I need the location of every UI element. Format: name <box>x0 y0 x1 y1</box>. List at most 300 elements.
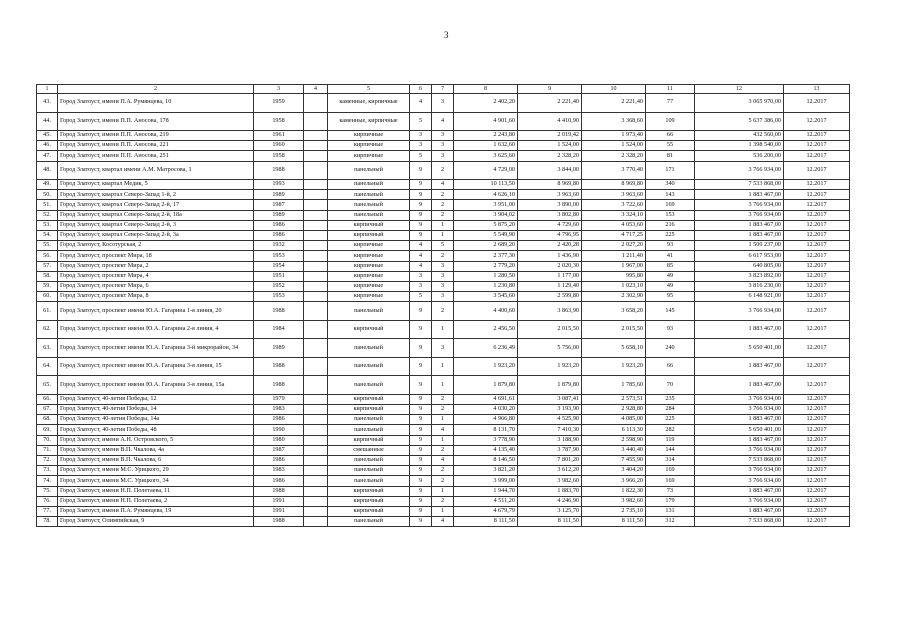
year-cell: 1952 <box>254 281 304 291</box>
floors-cell: 9 <box>410 210 432 220</box>
total-area-cell: 3 778,90 <box>454 435 518 445</box>
row-index: 73. <box>37 466 58 476</box>
total-area-cell: 8 146,50 <box>454 455 518 465</box>
row-index: 63. <box>37 339 58 358</box>
entrances-cell: 2 <box>432 466 454 476</box>
deadline-cell: 12.2017 <box>784 339 850 358</box>
column-number-6: 6 <box>410 85 432 94</box>
table-row <box>37 231 850 241</box>
table-row <box>37 220 850 230</box>
residents-cell: 55 <box>646 141 695 151</box>
material-cell: панельный <box>328 180 410 190</box>
total-area-cell: 4 135,40 <box>454 445 518 455</box>
deadline-cell: 12.2017 <box>784 292 850 302</box>
empty-cell <box>304 339 328 358</box>
year-cell: 1988 <box>254 302 304 321</box>
year-cell: 1932 <box>254 241 304 251</box>
material-cell: панельный <box>328 425 410 435</box>
floors-cell: 4 <box>410 251 432 261</box>
column-number-3: 3 <box>254 85 304 94</box>
address-cell: Город Златоуст, квартал Северо-Запад 2-й, 3а <box>58 231 254 241</box>
table-row <box>37 496 850 506</box>
material-cell: кирпичные <box>328 292 410 302</box>
total-area-cell: 2 377,30 <box>454 251 518 261</box>
residential-area-cell: 3 658,20 <box>582 302 646 321</box>
table-row <box>37 486 850 496</box>
entrances-cell: 1 <box>432 486 454 496</box>
deadline-cell: 12.2017 <box>784 131 850 141</box>
entrances-cell: 1 <box>432 231 454 241</box>
residential-area-cell: 5 658,10 <box>582 339 646 358</box>
table-row <box>37 200 850 210</box>
residential-area-cell: 1 822,30 <box>582 486 646 496</box>
year-cell: 1986 <box>254 455 304 465</box>
row-index: 76. <box>37 496 58 506</box>
empty-cell <box>304 190 328 200</box>
floors-cell: 3 <box>410 281 432 291</box>
residential-area-cell: 3 982,60 <box>582 496 646 506</box>
cost-cell: 7 533 868,00 <box>695 517 784 527</box>
floors-cell: 9 <box>410 425 432 435</box>
floors-cell: 9 <box>410 376 432 395</box>
column-number-5: 5 <box>328 85 410 94</box>
deadline-cell: 12.2017 <box>784 506 850 516</box>
row-index: 44. <box>37 112 58 131</box>
total-area-cell: 1 632,60 <box>454 141 518 151</box>
residents-cell: 131 <box>646 506 695 516</box>
residential-area-cell: 1 967,00 <box>582 261 646 271</box>
empty-cell <box>304 445 328 455</box>
residential-area-cell: 3 770,40 <box>582 161 646 180</box>
address-cell: Город Златоуст, квартал Северо-Запад 2-й, 17 <box>58 200 254 210</box>
material-cell: кирпичные <box>328 131 410 141</box>
residential-area-cell: 4 717,25 <box>582 231 646 241</box>
area-cell: 3 193,90 <box>518 405 582 415</box>
address-cell: Город Златоуст, имени П.П. Аносова, 178 <box>58 112 254 131</box>
cost-cell: 1 883 467,00 <box>695 486 784 496</box>
row-index: 60. <box>37 292 58 302</box>
residents-cell: 312 <box>646 517 695 527</box>
year-cell: 1988 <box>254 376 304 395</box>
residents-cell: 77 <box>646 94 695 113</box>
area-cell: 1 129,40 <box>518 281 582 291</box>
year-cell: 1990 <box>254 425 304 435</box>
residents-cell: 216 <box>646 220 695 230</box>
deadline-cell: 12.2017 <box>784 241 850 251</box>
residents-cell: 240 <box>646 339 695 358</box>
empty-cell <box>304 231 328 241</box>
column-number-4: 4 <box>304 85 328 94</box>
entrances-cell: 4 <box>432 180 454 190</box>
empty-cell <box>304 496 328 506</box>
cost-cell: 3 766 934,00 <box>695 200 784 210</box>
cost-cell: 3 766 934,00 <box>695 405 784 415</box>
table-row <box>37 455 850 465</box>
entrances-cell: 3 <box>432 261 454 271</box>
area-cell: 4 246,90 <box>518 496 582 506</box>
residential-area-cell: 3 368,60 <box>582 112 646 131</box>
residents-cell: 95 <box>646 292 695 302</box>
table-row <box>37 241 850 251</box>
area-cell: 2 328,20 <box>518 151 582 161</box>
housing-registry-table <box>36 84 850 527</box>
address-cell: Город Златоуст, проспект Мира, 8 <box>58 292 254 302</box>
residential-area-cell: 2 328,20 <box>582 151 646 161</box>
material-cell: панельный <box>328 357 410 376</box>
residents-cell: 85 <box>646 261 695 271</box>
entrances-cell: 1 <box>432 357 454 376</box>
row-index: 72. <box>37 455 58 465</box>
entrances-cell: 4 <box>432 112 454 131</box>
area-cell: 1 177,00 <box>518 271 582 281</box>
entrances-cell: 3 <box>432 292 454 302</box>
deadline-cell: 12.2017 <box>784 261 850 271</box>
total-area-cell: 4 679,79 <box>454 506 518 516</box>
empty-cell <box>304 302 328 321</box>
residents-cell: 282 <box>646 425 695 435</box>
area-cell: 1 923,20 <box>518 357 582 376</box>
deadline-cell: 12.2017 <box>784 425 850 435</box>
address-cell: Город Златоуст, проспект Мира, 4 <box>58 271 254 281</box>
year-cell: 1951 <box>254 271 304 281</box>
cost-cell: 5 650 401,00 <box>695 425 784 435</box>
address-cell: Город Златоуст, имени М.С. Урицкого, 34 <box>58 476 254 486</box>
deadline-cell: 12.2017 <box>784 210 850 220</box>
area-cell: 3 802,80 <box>518 210 582 220</box>
entrances-cell: 1 <box>432 376 454 395</box>
address-cell: Город Златоуст, проспект имени Ю.А. Гагарина 2-я линия, 4 <box>58 320 254 339</box>
cost-cell: 1 883 467,00 <box>695 357 784 376</box>
address-cell: Город Златоуст, квартал Северо-Запад 2-й, 3 <box>58 220 254 230</box>
address-cell: Город Златоуст, Олимпийская, 9 <box>58 517 254 527</box>
deadline-cell: 12.2017 <box>784 251 850 261</box>
area-cell: 8 111,50 <box>518 517 582 527</box>
residential-area-cell: 3 440,40 <box>582 445 646 455</box>
empty-cell <box>304 94 328 113</box>
year-cell: 1958 <box>254 112 304 131</box>
material-cell: кирпичные <box>328 141 410 151</box>
floors-cell: 4 <box>410 241 432 251</box>
total-area-cell: 6 236,49 <box>454 339 518 358</box>
address-cell: Город Златоуст, проспект имени Ю.А. Гагарина 3-й микрорайон, 34 <box>58 339 254 358</box>
deadline-cell: 12.2017 <box>784 405 850 415</box>
row-index: 68. <box>37 415 58 425</box>
total-area-cell: 2 779,20 <box>454 261 518 271</box>
entrances-cell: 2 <box>432 445 454 455</box>
residents-cell: 314 <box>646 455 695 465</box>
material-cell: панельный <box>328 210 410 220</box>
row-index: 58. <box>37 271 58 281</box>
year-cell: 1989 <box>254 339 304 358</box>
row-index: 51. <box>37 200 58 210</box>
residential-area-cell: 6 113,30 <box>582 425 646 435</box>
empty-cell <box>304 292 328 302</box>
row-index: 54. <box>37 231 58 241</box>
entrances-cell: 5 <box>432 241 454 251</box>
cost-cell: 7 533 868,00 <box>695 180 784 190</box>
entrances-cell: 2 <box>432 251 454 261</box>
residential-area-cell: 3 324,10 <box>582 210 646 220</box>
column-number-8: 8 <box>454 85 518 94</box>
area-cell: 2 420,28 <box>518 241 582 251</box>
residents-cell: 284 <box>646 405 695 415</box>
empty-cell <box>304 455 328 465</box>
area-cell: 3 612,20 <box>518 466 582 476</box>
empty-cell <box>304 180 328 190</box>
floors-cell: 5 <box>410 151 432 161</box>
empty-cell <box>304 486 328 496</box>
residential-area-cell: 3 966,20 <box>582 476 646 486</box>
area-cell: 1 879,80 <box>518 376 582 395</box>
row-index: 64. <box>37 357 58 376</box>
total-area-cell: 3 545,60 <box>454 292 518 302</box>
deadline-cell: 12.2017 <box>784 151 850 161</box>
deadline-cell: 12.2017 <box>784 220 850 230</box>
floors-cell: 5 <box>410 112 432 131</box>
residential-area-cell: 995,80 <box>582 271 646 281</box>
cost-cell: 3 766 934,00 <box>695 445 784 455</box>
deadline-cell: 12.2017 <box>784 486 850 496</box>
area-cell: 4 525,90 <box>518 415 582 425</box>
residential-area-cell: 1 023,10 <box>582 281 646 291</box>
row-index: 57. <box>37 261 58 271</box>
row-index: 59. <box>37 281 58 291</box>
column-number-10: 10 <box>582 85 646 94</box>
empty-cell <box>304 261 328 271</box>
cost-cell: 5 637 386,00 <box>695 112 784 131</box>
residential-area-cell: 3 963,60 <box>582 190 646 200</box>
material-cell: кирпичные <box>328 281 410 291</box>
table-row <box>37 190 850 200</box>
address-cell: Город Златоуст, имени В.П. Чкалова, 6 <box>58 455 254 465</box>
material-cell: панельный <box>328 339 410 358</box>
material-cell: панельный <box>328 415 410 425</box>
cost-cell: 3 823 892,00 <box>695 271 784 281</box>
area-cell: 1 524,00 <box>518 141 582 151</box>
residents-cell: 109 <box>646 112 695 131</box>
material-cell: панельный <box>328 200 410 210</box>
floors-cell: 3 <box>410 131 432 141</box>
deadline-cell: 12.2017 <box>784 94 850 113</box>
column-number-12: 12 <box>695 85 784 94</box>
total-area-cell: 5 875,20 <box>454 220 518 230</box>
residents-cell: 179 <box>646 496 695 506</box>
row-index: 45. <box>37 131 58 141</box>
area-cell: 2 020,30 <box>518 261 582 271</box>
area-cell: 3 188,90 <box>518 435 582 445</box>
table-row <box>37 112 850 131</box>
total-area-cell: 4 729,00 <box>454 161 518 180</box>
entrances-cell: 2 <box>432 405 454 415</box>
residential-area-cell: 8 969,80 <box>582 180 646 190</box>
deadline-cell: 12.2017 <box>784 180 850 190</box>
row-index: 66. <box>37 394 58 404</box>
row-index: 50. <box>37 190 58 200</box>
address-cell: Город Златоуст, имени П.А. Румянцева, 10 <box>58 94 254 113</box>
empty-cell <box>304 357 328 376</box>
empty-cell <box>304 506 328 516</box>
deadline-cell: 12.2017 <box>784 394 850 404</box>
residents-cell: 153 <box>646 210 695 220</box>
column-number-11: 11 <box>646 85 695 94</box>
year-cell: 1989 <box>254 210 304 220</box>
address-cell: Город Златоуст, проспект имени Ю.А. Гагарина 3-я линия, 15а <box>58 376 254 395</box>
table-row <box>37 151 850 161</box>
year-cell: 1984 <box>254 320 304 339</box>
residents-cell: 49 <box>646 271 695 281</box>
table-row <box>37 339 850 358</box>
deadline-cell: 12.2017 <box>784 271 850 281</box>
cost-cell: 6 617 953,00 <box>695 251 784 261</box>
area-cell: 8 969,80 <box>518 180 582 190</box>
year-cell: 1988 <box>254 357 304 376</box>
area-cell: 2 221,40 <box>518 94 582 113</box>
table-row <box>37 415 850 425</box>
empty-cell <box>304 517 328 527</box>
total-area-cell: 4 030,20 <box>454 405 518 415</box>
residential-area-cell: 2 221,40 <box>582 94 646 113</box>
year-cell: 1986 <box>254 415 304 425</box>
address-cell: Город Златоуст, проспект Мира, 2 <box>58 261 254 271</box>
empty-cell <box>304 435 328 445</box>
cost-cell: 7 533 868,00 <box>695 455 784 465</box>
material-cell: кирпичный <box>328 394 410 404</box>
year-cell: 1986 <box>254 476 304 486</box>
residential-area-cell: 2 573,51 <box>582 394 646 404</box>
row-index: 55. <box>37 241 58 251</box>
table-row <box>37 94 850 113</box>
floors-cell: 9 <box>410 161 432 180</box>
floors-cell: 4 <box>410 94 432 113</box>
residential-area-cell: 2 598,90 <box>582 435 646 445</box>
empty-cell <box>304 112 328 131</box>
entrances-cell: 2 <box>432 302 454 321</box>
material-cell: кирпичный <box>328 435 410 445</box>
empty-cell <box>304 271 328 281</box>
empty-cell <box>304 210 328 220</box>
area-cell: 7 410,30 <box>518 425 582 435</box>
empty-cell <box>304 151 328 161</box>
deadline-cell: 12.2017 <box>784 435 850 445</box>
empty-cell <box>304 476 328 486</box>
table-row <box>37 466 850 476</box>
deadline-cell: 12.2017 <box>784 200 850 210</box>
residential-area-cell: 7 455,90 <box>582 455 646 465</box>
deadline-cell: 12.2017 <box>784 496 850 506</box>
table-row <box>37 141 850 151</box>
entrances-cell: 1 <box>432 320 454 339</box>
deadline-cell: 12.2017 <box>784 517 850 527</box>
address-cell: Город Златоуст, имени В.П. Чкалова, 4а <box>58 445 254 455</box>
total-area-cell: 4 511,20 <box>454 496 518 506</box>
cost-cell: 432 560,00 <box>695 131 784 141</box>
residential-area-cell: 3 722,60 <box>582 200 646 210</box>
address-cell: Город Златоуст, квартал имени А.М. Матросова, 1 <box>58 161 254 180</box>
total-area-cell: 1 230,80 <box>454 281 518 291</box>
material-cell: панельный <box>328 466 410 476</box>
year-cell: 1987 <box>254 445 304 455</box>
row-index: 46. <box>37 141 58 151</box>
area-cell: 4 410,90 <box>518 112 582 131</box>
total-area-cell: 2 689,20 <box>454 241 518 251</box>
column-number-7: 7 <box>432 85 454 94</box>
year-cell: 1988 <box>254 486 304 496</box>
row-index: 70. <box>37 435 58 445</box>
table-row <box>37 357 850 376</box>
row-index: 71. <box>37 445 58 455</box>
area-cell: 1 436,90 <box>518 251 582 261</box>
entrances-cell: 2 <box>432 161 454 180</box>
floors-cell: 9 <box>410 445 432 455</box>
row-index: 75. <box>37 486 58 496</box>
material-cell: кирпичный <box>328 405 410 415</box>
entrances-cell: 4 <box>432 455 454 465</box>
year-cell: 1989 <box>254 190 304 200</box>
address-cell: Город Златоуст, 40-летия Победы, 12 <box>58 394 254 404</box>
cost-cell: 5 650 401,00 <box>695 339 784 358</box>
empty-cell <box>304 415 328 425</box>
floors-cell: 9 <box>410 190 432 200</box>
total-area-cell: 4 901,60 <box>454 112 518 131</box>
residential-area-cell: 2 928,80 <box>582 405 646 415</box>
material-cell: смешанные <box>328 445 410 455</box>
cost-cell: 1 398 540,00 <box>695 141 784 151</box>
table-row <box>37 281 850 291</box>
table-row <box>37 394 850 404</box>
address-cell: Город Златоуст, имени Н.П. Полетаева, 11 <box>58 486 254 496</box>
year-cell: 1986 <box>254 231 304 241</box>
empty-cell <box>304 131 328 141</box>
material-cell: панельный <box>328 190 410 200</box>
entrances-cell: 3 <box>432 151 454 161</box>
cost-cell: 3 766 934,00 <box>695 394 784 404</box>
empty-cell <box>304 425 328 435</box>
residents-cell: 66 <box>646 131 695 141</box>
area-cell: 7 801,20 <box>518 455 582 465</box>
floors-cell: 9 <box>410 231 432 241</box>
entrances-cell: 3 <box>432 131 454 141</box>
column-number-1: 1 <box>37 85 58 94</box>
cost-cell: 1 883 467,00 <box>695 435 784 445</box>
row-index: 47. <box>37 151 58 161</box>
material-cell: кирпичный <box>328 506 410 516</box>
table-row <box>37 302 850 321</box>
area-cell: 4 796,95 <box>518 231 582 241</box>
column-number-13: 13 <box>784 85 850 94</box>
table-row <box>37 506 850 516</box>
address-cell: Город Златоуст, имени П.А. Румянцева, 19 <box>58 506 254 516</box>
floors-cell: 9 <box>410 435 432 445</box>
row-index: 52. <box>37 210 58 220</box>
entrances-cell: 2 <box>432 476 454 486</box>
total-area-cell: 1 280,50 <box>454 271 518 281</box>
year-cell: 1958 <box>254 151 304 161</box>
total-area-cell: 3 821,20 <box>454 466 518 476</box>
table-row <box>37 271 850 281</box>
deadline-cell: 12.2017 <box>784 466 850 476</box>
address-cell: Город Златоуст, проспект Мира, 6 <box>58 281 254 291</box>
total-area-cell: 3 625,60 <box>454 151 518 161</box>
total-area-cell: 4 400,60 <box>454 302 518 321</box>
year-cell: 1991 <box>254 506 304 516</box>
residents-cell: 169 <box>646 466 695 476</box>
material-cell: кирпичный <box>328 320 410 339</box>
total-area-cell: 4 626,10 <box>454 190 518 200</box>
total-area-cell: 2 243,80 <box>454 131 518 141</box>
table-row <box>37 425 850 435</box>
residents-cell: 119 <box>646 435 695 445</box>
residents-cell: 145 <box>646 302 695 321</box>
